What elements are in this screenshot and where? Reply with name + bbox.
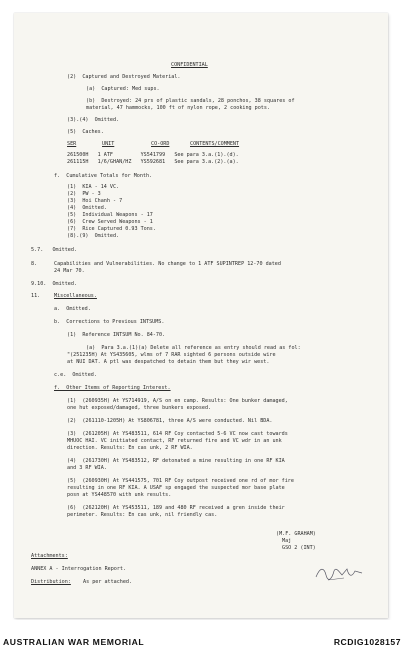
annex-a: ANNEX A - Interrogation Report. [31,566,127,572]
para-11b: b. Corrections to Previous INTSUMS. [54,319,165,325]
cache-row-2: 261115H 1/6/GHAN/HZ YS592681 See para 3.a.(2).(a). [67,159,239,165]
distribution-value: As per attached. [83,579,133,585]
signatory-rank: Maj [282,538,292,544]
section-3-4: (3).(4) Omitted. [67,117,120,123]
totals-line-7: (7) Rice Captured 0.93 Tons. [67,226,156,232]
document-page [14,13,388,618]
cache-col-unit: UNIT [102,141,115,147]
section-f-title: f. Cumulative Totals for Month. [54,173,153,179]
item-6-line1: (6) (262120H) At YS453511, 189 and 480 RF received a gren inside their [67,505,285,511]
item-3-line1: (3) (261205H) At YS483511, 614 RF Coy contacted 5-6 VC now cast towards [67,431,288,437]
para-11b1a-line3: at NUI DAT. A ptl was despatched to detain them but they wir west. [67,359,270,365]
archive-footer [0,620,405,653]
section-2a: (a) Captured: Med sups. [86,86,160,92]
item-5-line3: posn at YS448570 with unk results. [67,492,172,498]
item-2: (2) (261110-1205H) At YS806781, three A/S were conducted. Nil BDA. [67,418,273,424]
cache-row-1: 261500H 1 ATF YS541799 See para 3.a.(1).(d). [67,152,239,158]
cache-col-contents: CONTENTS/COMMENT [190,141,240,147]
item-3-line2: MHUOC HAI. VC initiated contact, RF returned fire and VC wdr in an unk [67,438,282,444]
totals-line-1: (1) KIA - 14 VC. [67,184,120,190]
para-11a: a. Omitted. [54,306,91,312]
signatory-appointment: GSO 2 (INT) [282,545,316,551]
para-8-line2: 24 Mar 70. [54,268,85,274]
para-11b1a-line2: "(251235H) At YS435605, wlms of 7 RAR sighted 6 persons outside wire [67,352,276,358]
para-5-7: 5.7. Omitted. [31,247,78,253]
item-4-line2: and 3 RF WIA. [67,465,107,471]
item-5-line2: resulting in one RF KIA. A USAF sp engaged the suspected mor base plate [67,485,285,491]
totals-line-2: (2) PW - 3 [67,191,101,197]
para-11ce: c.e. Omitted. [54,372,97,378]
attachments-label: Attachments: [31,553,68,559]
distribution-label: Distribution: [31,579,71,585]
signatory-name: (M.F. GRAHAM) [276,531,316,537]
totals-line-8: (8).(9) Omitted. [67,233,120,239]
section-2-title: (2) Captured and Destroyed Material. [67,74,181,80]
totals-line-6: (6) Crew Served Weapons - 1 [67,219,153,225]
para-11f: f. Other Items of Reporting Interest. [54,385,171,391]
item-6-line2: perimeter. Results: En cas unk, nil friendly cas. [67,512,218,518]
section-5-title: (5) Caches. [67,129,104,135]
archive-record-id: RCDIG1028157 [333,637,401,647]
para-11-title: Miscellaneous. [54,293,97,299]
totals-line-5: (5) Individual Weapons - 17 [67,212,153,218]
para-8-line1: Capabilities and Vulnerabilities. No change to 1 ATF SUPINTREP 12-70 dated [54,261,281,267]
classification-heading: CONFIDENTIAL [171,62,208,68]
section-2b-line1: (b) Destroyed: 24 prs of plastic sandals, 28 ponchos, 38 squares of [86,98,295,104]
archive-name: AUSTRALIAN WAR MEMORIAL [3,637,145,647]
para-11b1a-line1: (a) Para 3.a.(1)(a) Delete all reference as entry should read as fol: [86,345,301,351]
cache-col-coord: CO-ORD [151,141,170,147]
para-8-number: 8. [31,261,38,267]
item-3-line3: direction. Results: En cas unk, 2 RF WIA. [67,445,193,451]
para-11-number: 11. [31,293,41,299]
para-11b1: (1) Reference INTSUM No. 84-70. [67,332,166,338]
handwritten-signature [314,563,364,583]
item-5-line1: (5) (260930H) At YS441575, 701 RF Coy outpost received one rd of mor fire [67,478,294,484]
item-1-line2: one hut exposed/damaged, three bunkers exposed. [67,405,212,411]
cache-col-ser: SER [67,141,77,147]
item-1-line1: (1) (260935H) At YS714919, A/S on en camp. Results: One bunker damaged, [67,398,288,404]
item-4-line1: (4) (261730H) At YS483512, RF detonated a mine resulting in one RF KIA [67,458,285,464]
para-9-10: 9.10. Omitted. [31,281,78,287]
totals-line-4: (4) Omitted. [67,205,107,211]
totals-line-3: (3) Hoi Chanh - 7 [67,198,123,204]
section-2b-line2: material, 47 hammocks, 100 ft of nylon rope, 2 cooking pots. [86,105,271,111]
